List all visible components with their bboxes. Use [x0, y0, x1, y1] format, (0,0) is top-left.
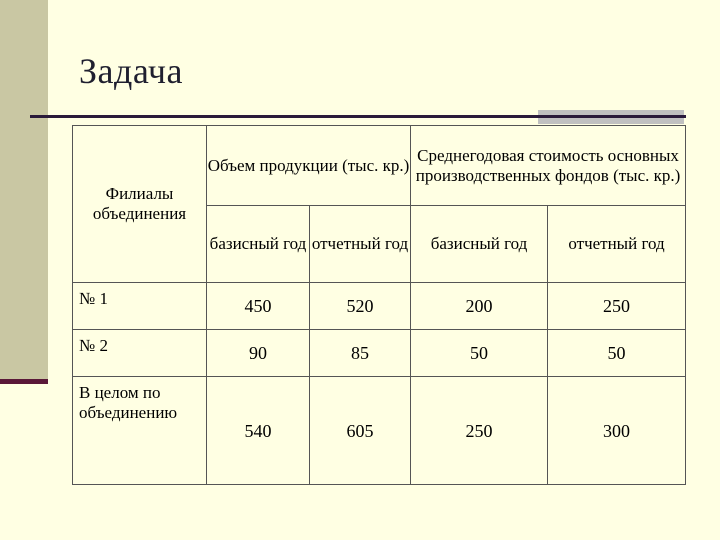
value-cell: 540	[207, 377, 310, 485]
table-row	[73, 330, 686, 377]
row-label-cell: № 1	[73, 283, 207, 330]
subheader-cell: базисный год	[411, 206, 548, 283]
left-decor-bar	[0, 0, 48, 383]
value-cell: 85	[310, 330, 411, 377]
group-header-production: Объем продукции (тыс. кр.)	[207, 126, 411, 206]
value-cell: 50	[548, 330, 686, 377]
slide-title: Задача	[79, 51, 183, 91]
value-cell: 50	[411, 330, 548, 377]
title-rule	[30, 115, 686, 118]
subheader-cell: отчетный год	[310, 206, 411, 283]
table-row	[73, 377, 686, 485]
group-header-assets: Среднегодовая стоимость основных производственных фондов (тыс. кр.)	[411, 126, 686, 206]
value-cell: 200	[411, 283, 548, 330]
row-label-cell: В целом по объединению	[73, 377, 207, 485]
value-cell: 450	[207, 283, 310, 330]
value-cell: 520	[310, 283, 411, 330]
subheader-cell: отчетный год	[548, 206, 686, 283]
data-table	[72, 125, 686, 485]
subheader-cell: базисный год	[207, 206, 310, 283]
value-cell: 250	[411, 377, 548, 485]
table-header-row	[73, 126, 686, 206]
value-cell: 300	[548, 377, 686, 485]
left-decor-accent	[0, 379, 48, 384]
table-row	[73, 283, 686, 330]
corner-header-cell: Филиалы объединения	[73, 126, 207, 283]
row-label-cell: № 2	[73, 330, 207, 377]
value-cell: 250	[548, 283, 686, 330]
value-cell: 90	[207, 330, 310, 377]
value-cell: 605	[310, 377, 411, 485]
